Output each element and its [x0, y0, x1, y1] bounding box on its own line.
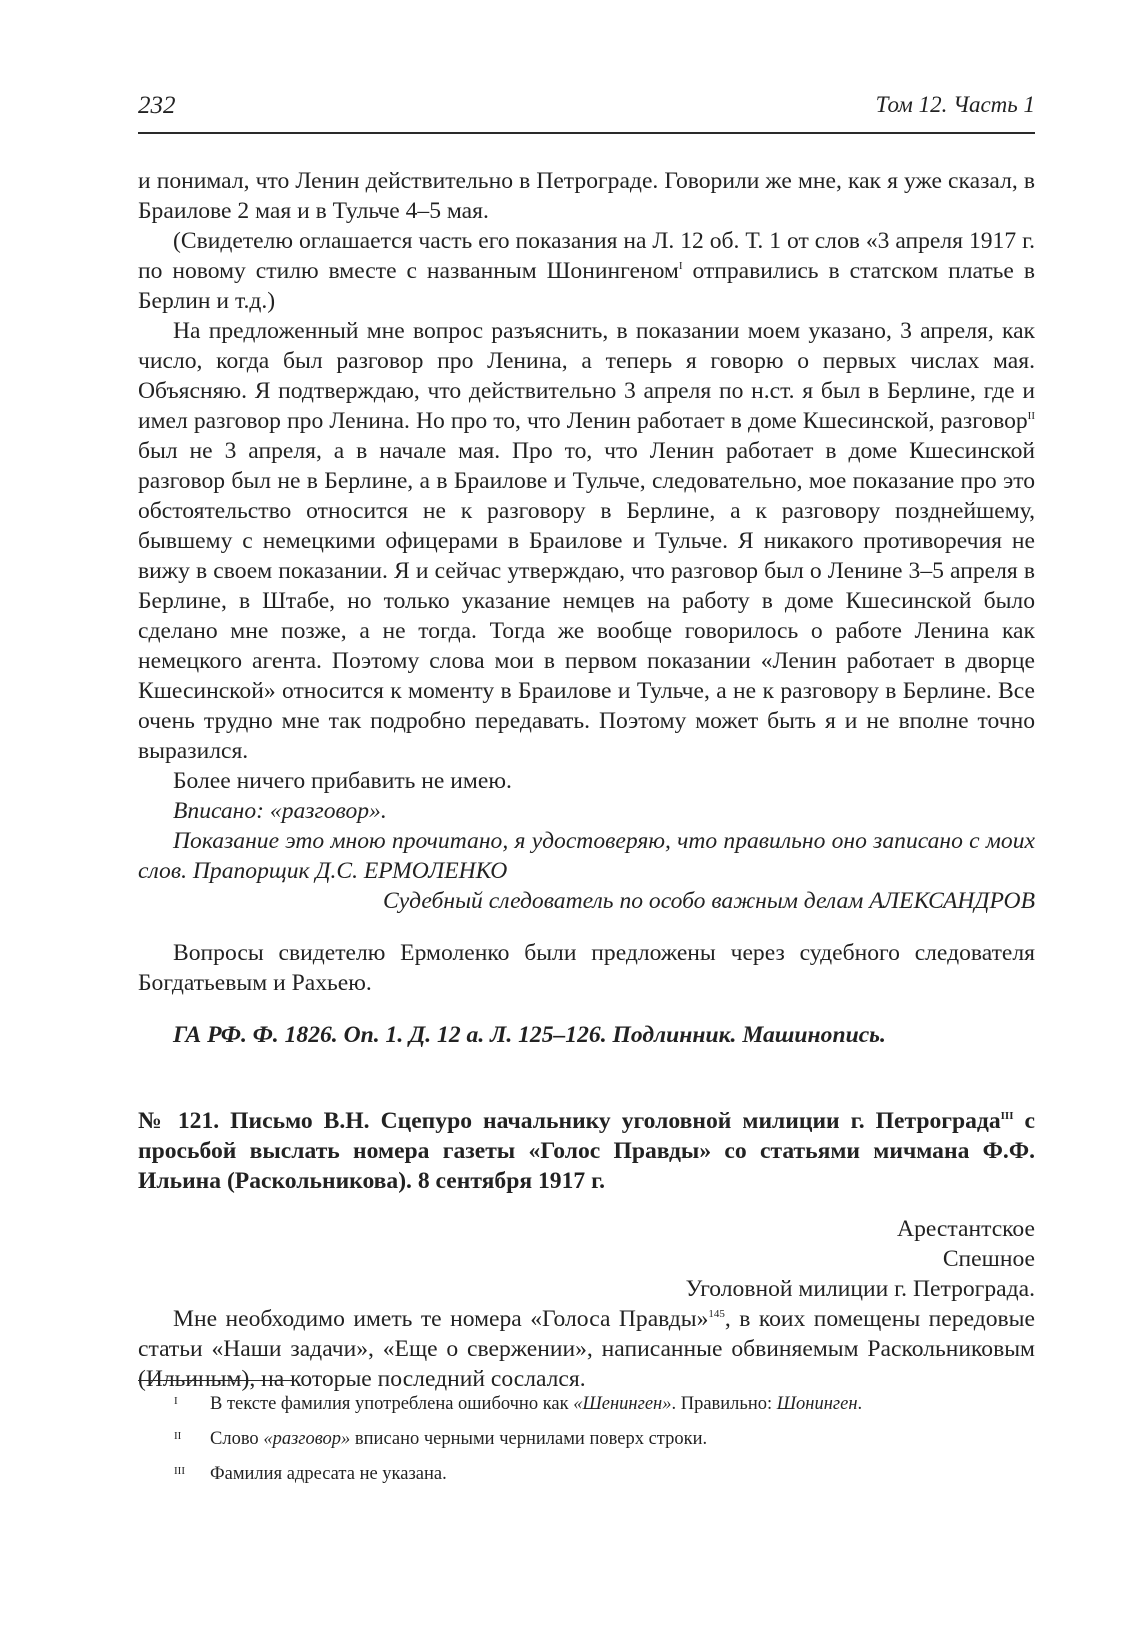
address-line-3: Уголовной милиции г. Петрограда.: [685, 1276, 1035, 1302]
footnote-ref-1: I: [678, 260, 683, 273]
footnote-text: Слово: [210, 1429, 264, 1449]
page-number: 232: [138, 92, 176, 119]
footnote-text: Фамилия адресата не указана.: [210, 1464, 447, 1484]
volume-title: Том 12. Часть 1: [875, 92, 1035, 117]
footnote-mark: II: [174, 1430, 182, 1442]
paragraph-text: На предложенный мне вопрос разъяснить, в показании моем указано, 3 апреля, как число, когда был разговор про Ленина, а теперь я говорю о первых числах мая. Объясняю. Я подтверждаю, что действительно 3 апреля по н.ст. я был в Берлине, где и имел разговор про Ленина. Но про то, что Ленин работает в доме Кшесинской, разговор: [138, 318, 1035, 434]
footnote-italic: Шонинген: [776, 1394, 858, 1414]
title-text: № 121. Письмо В.Н. Сцепуро начальнику уголовной милиции г. Петрограда: [138, 1108, 1001, 1134]
footnote-mark: I: [174, 1395, 178, 1407]
footnote-italic: «разговор»: [263, 1429, 351, 1449]
footnote-ref-2: II: [1027, 410, 1035, 423]
certification-note: Показание это мною прочитано, я удостоверяю, что правильно оно записано с моих слов. Прапорщик Д.С. ЕРМОЛЕНКО: [138, 828, 1035, 884]
main-text: [138, 166, 1035, 1394]
testimony-paragraph-4: Более ничего прибавить не имею.: [173, 768, 512, 794]
footnote-text: вписано черными чернилами поверх строки.: [350, 1429, 708, 1449]
paragraph-text: (Свидетелю оглашается часть его показания на Л. 12 об. Т. 1 от слов «3 апреля 1917 г. по новому стилю вместе с названным Шонингеном: [138, 228, 1035, 284]
paragraph-text: отправились в статском платье в Берлин и т.д.): [138, 258, 1035, 314]
archive-reference: ГА РФ. Ф. 1826. Оп. 1. Д. 12 а. Л. 125–126. Подлинник. Машинопись.: [173, 1022, 886, 1048]
testimony-paragraph-3: [138, 316, 1035, 766]
paragraph-text: был не 3 апреля, а в начале мая. Про то, что Ленин работает в доме Кшесинской разговор был не в Берлине, а в Браилове и Тульче, следовательно, мое показание про это обстоятельство относится не к разговору в Берлине, а к разговору позднейшему, бывшему с немецкими офицерами в Браилове и Тульче. Я никакого противоречия не вижу в своем показании. Я и сейчас утверждаю, что разговор был о Ленине 3–5 апреля в Берлине, в Штабе, но только указание немцев на работу в доме Кшесинской было сделано мне позже, а не тогда. Тогда же вообще говорилось о работе Ленина как немецкого агента. Поэтому слова мои в первом показании «Ленин работает в дворце Кшесинской» относится к моменту в Браилове и Тульче, а не к разговору в Берлине. Все очень трудно мне так подробно передавать. Поэтому может быть я и не вполне точно выразился.: [138, 438, 1035, 764]
footnote-divider: [138, 1380, 293, 1381]
footnote-1: [138, 1393, 1035, 1415]
footnote-text: .: [857, 1394, 863, 1414]
footnote-text: В тексте фамилия употреблена ошибочно как: [210, 1394, 574, 1414]
paragraph-text: , в коих помещены передовые статьи «Наши задачи», «Еще о свержении», написанные обвиняемым Раскольниковым (Ильиным), на которые последний сослался.: [138, 1306, 1035, 1392]
address-line-1: Арестантское: [897, 1216, 1035, 1242]
endnote-ref-145: 145: [708, 1308, 725, 1321]
footnote-3: [138, 1463, 1035, 1485]
footnote-italic: «Шенинген»: [573, 1394, 672, 1414]
paragraph-text: Мне необходимо иметь те номера «Голоса Правды»: [173, 1306, 709, 1332]
inserted-note: Вписано: «разговор».: [173, 798, 387, 824]
title-text: с просьбой выслать номера газеты «Голос Правды» со статьями мичмана Ф.Ф. Ильина (Раскольникова). 8 сентября 1917 г.: [138, 1108, 1035, 1194]
footnote-2: [138, 1428, 1035, 1450]
investigator-signature: Судебный следователь по особо важным делам АЛЕКСАНДРОВ: [382, 888, 1035, 914]
questions-note: Вопросы свидетелю Ермоленко были предложены через судебного следователя Богдатьевым и Рахьею.: [138, 940, 1035, 996]
footnotes: [138, 1380, 1035, 1498]
running-header: [138, 92, 1035, 134]
footnote-ref-3: III: [1000, 1110, 1014, 1123]
document-title: [138, 1106, 1035, 1196]
footnote-text: . Правильно:: [671, 1394, 777, 1414]
address-line-2: Спешное: [942, 1246, 1035, 1272]
testimony-paragraph-2: [138, 226, 1035, 316]
testimony-paragraph-1: и понимал, что Ленин действительно в Петрограде. Говорили же мне, как я уже сказал, в Браилове 2 мая и в Тульче 4–5 мая.: [138, 168, 1035, 224]
footnote-mark: III: [174, 1465, 185, 1477]
